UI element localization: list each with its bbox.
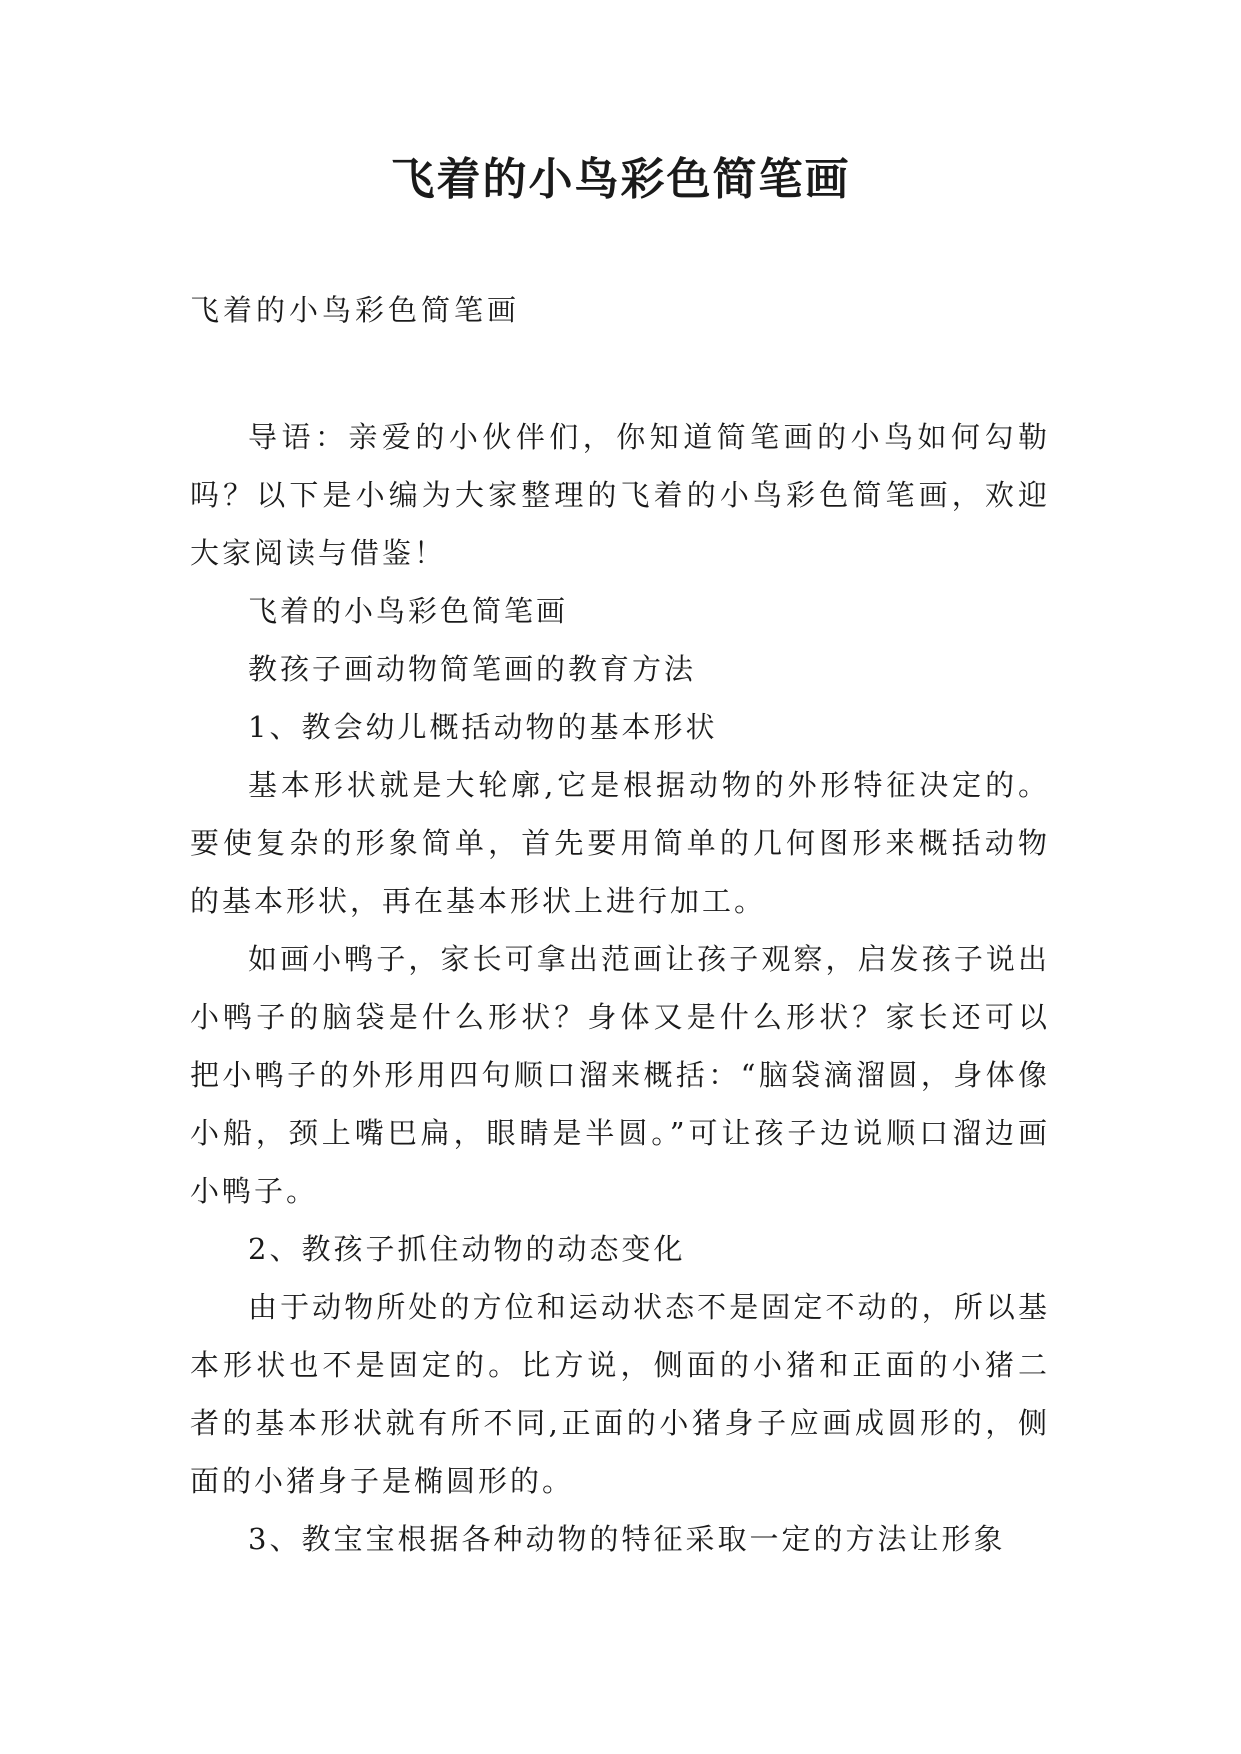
document-title: 飞着的小鸟彩色简笔画 — [390, 154, 851, 205]
paragraph-intro: 导语：亲爱的小伙伴们，你知道简笔画的小鸟如何勾勒吗？以下是小编为大家整理的飞着的小鸟彩色简笔画，欢迎大家阅读与借鉴！ — [190, 420, 1050, 570]
document-body — [190, 408, 1050, 1568]
paragraph-heading-methods: 教孩子画动物简笔画的教育方法 — [248, 652, 697, 686]
paragraph-basic-shape: 基本形状就是大轮廓,它是根据动物的外形特征决定的。要使复杂的形象简单，首先要用简单的几何图形来概括动物的基本形状，再在基本形状上进行加工。 — [190, 768, 1050, 918]
paragraph-point-2: 2、教孩子抓住动物的动态变化 — [248, 1232, 686, 1266]
paragraph-point-3: 3、教宝宝根据各种动物的特征采取一定的方法让形象 — [248, 1522, 1006, 1556]
paragraph-duck-example: 如画小鸭子，家长可拿出范画让孩子观察，启发孩子说出小鸭子的脑袋是什么形状？身体又是什么形状？家长还可以把小鸭子的外形用四句顺口溜来概括：“脑袋滴溜圆，身体像小船，颈上嘴巴扁，眼睛是半圆。”可让孩子边说顺口溜边画小鸭子。 — [190, 942, 1050, 1208]
paragraph-heading-title: 飞着的小鸟彩色简笔画 — [248, 594, 569, 628]
paragraph-dynamic-change: 由于动物所处的方位和运动状态不是固定不动的，所以基本形状也不是固定的。比方说，侧面的小猪和正面的小猪二者的基本形状就有所不同,正面的小猪身子应画成圆形的，侧面的小猪身子是椭圆形的。 — [190, 1290, 1050, 1498]
document-subtitle: 飞着的小鸟彩色简笔画 — [190, 293, 521, 327]
paragraph-point-1: 1、教会幼儿概括动物的基本形状 — [248, 710, 718, 744]
